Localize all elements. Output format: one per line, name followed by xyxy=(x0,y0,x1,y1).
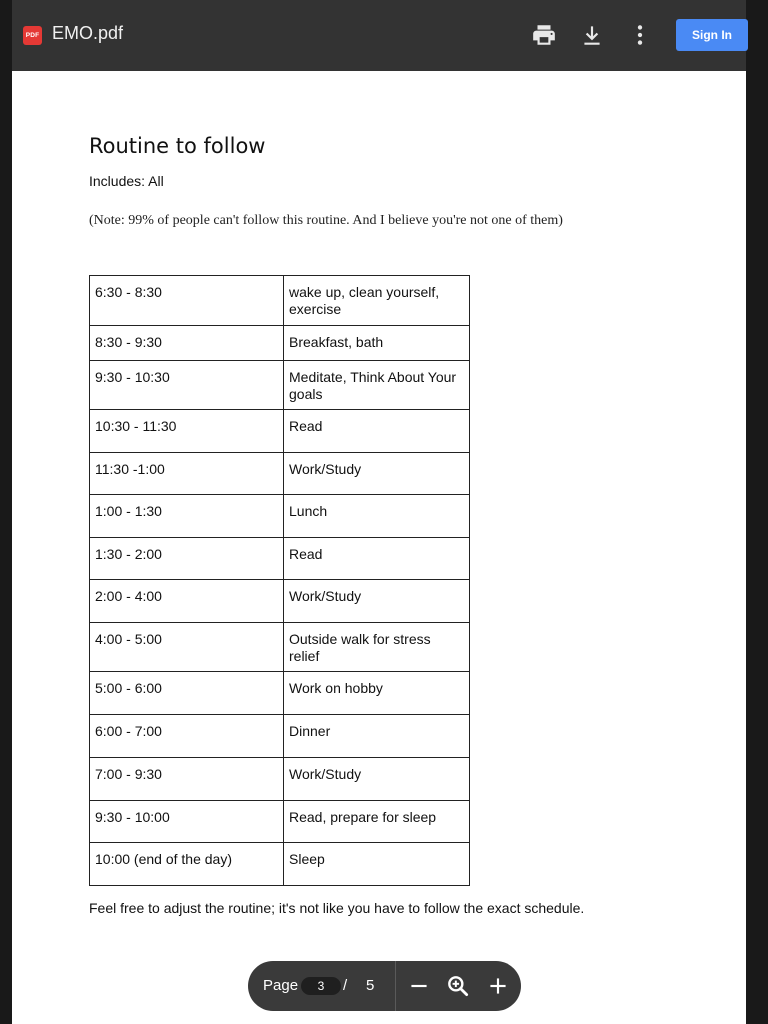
table-row xyxy=(90,326,470,361)
activity-cell: Meditate, Think About Your goals xyxy=(284,361,470,410)
table-row xyxy=(90,672,470,715)
time-cell: 9:30 - 10:00 xyxy=(90,801,284,843)
table-row xyxy=(90,623,470,672)
time-cell: 1:00 - 1:30 xyxy=(90,495,284,538)
page-number-input[interactable] xyxy=(301,977,341,995)
table-row xyxy=(90,361,470,410)
time-cell: 2:00 - 4:00 xyxy=(90,580,284,623)
time-cell: 9:30 - 10:30 xyxy=(90,361,284,410)
page-label: Page xyxy=(263,977,299,994)
zoom-out-icon[interactable] xyxy=(406,973,432,999)
pager-divider xyxy=(395,961,396,1011)
activity-cell: Work/Study xyxy=(284,580,470,623)
time-cell: 1:30 - 2:00 xyxy=(90,538,284,580)
time-cell: 6:30 - 8:30 xyxy=(90,276,284,326)
table-row xyxy=(90,758,470,801)
activity-cell: Dinner xyxy=(284,715,470,758)
table-row xyxy=(90,410,470,453)
activity-cell: Work/Study xyxy=(284,758,470,801)
sign-in-button[interactable]: Sign In xyxy=(676,19,748,51)
activity-cell: Read xyxy=(284,410,470,453)
document-footer: Feel free to adjust the routine; it's not like you have to follow the exact schedule. xyxy=(89,900,585,916)
pdf-toolbar xyxy=(12,0,746,71)
pdf-page xyxy=(12,71,746,1024)
document-includes: Includes: All xyxy=(89,173,164,189)
activity-cell: Sleep xyxy=(284,843,470,886)
activity-cell: Work/Study xyxy=(284,453,470,495)
file-title: EMO.pdf xyxy=(52,23,124,43)
activity-cell: wake up, clean yourself, exercise xyxy=(284,276,470,326)
time-cell: 7:00 - 9:30 xyxy=(90,758,284,801)
routine-table xyxy=(89,275,470,886)
page-separator: / xyxy=(343,977,348,994)
table-row xyxy=(90,580,470,623)
activity-cell: Read, prepare for sleep xyxy=(284,801,470,843)
time-cell: 11:30 -1:00 xyxy=(90,453,284,495)
activity-cell: Work on hobby xyxy=(284,672,470,715)
table-row xyxy=(90,843,470,886)
activity-cell: Outside walk for stress relief xyxy=(284,623,470,672)
time-cell: 4:00 - 5:00 xyxy=(90,623,284,672)
page-controls xyxy=(248,961,521,1011)
page-total: 5 xyxy=(366,977,375,994)
activity-cell: Breakfast, bath xyxy=(284,326,470,361)
document-note: (Note: 99% of people can't follow this routine. And I believe you're not one of them) xyxy=(89,213,563,228)
table-row xyxy=(90,715,470,758)
table-row xyxy=(90,276,470,326)
zoom-in-icon[interactable] xyxy=(485,973,511,999)
table-row xyxy=(90,538,470,580)
fit-zoom-icon[interactable] xyxy=(445,973,471,999)
print-icon[interactable] xyxy=(531,22,557,48)
table-row xyxy=(90,453,470,495)
download-icon[interactable] xyxy=(579,22,605,48)
activity-cell: Read xyxy=(284,538,470,580)
time-cell: 5:00 - 6:00 xyxy=(90,672,284,715)
more-vert-icon[interactable] xyxy=(627,22,653,48)
time-cell: 10:30 - 11:30 xyxy=(90,410,284,453)
time-cell: 6:00 - 7:00 xyxy=(90,715,284,758)
activity-cell: Lunch xyxy=(284,495,470,538)
document-title: Routine to follow xyxy=(89,134,266,158)
time-cell: 8:30 - 9:30 xyxy=(90,326,284,361)
table-row xyxy=(90,801,470,843)
table-row xyxy=(90,495,470,538)
pdf-file-icon: PDF xyxy=(23,26,42,45)
time-cell: 10:00 (end of the day) xyxy=(90,843,284,886)
